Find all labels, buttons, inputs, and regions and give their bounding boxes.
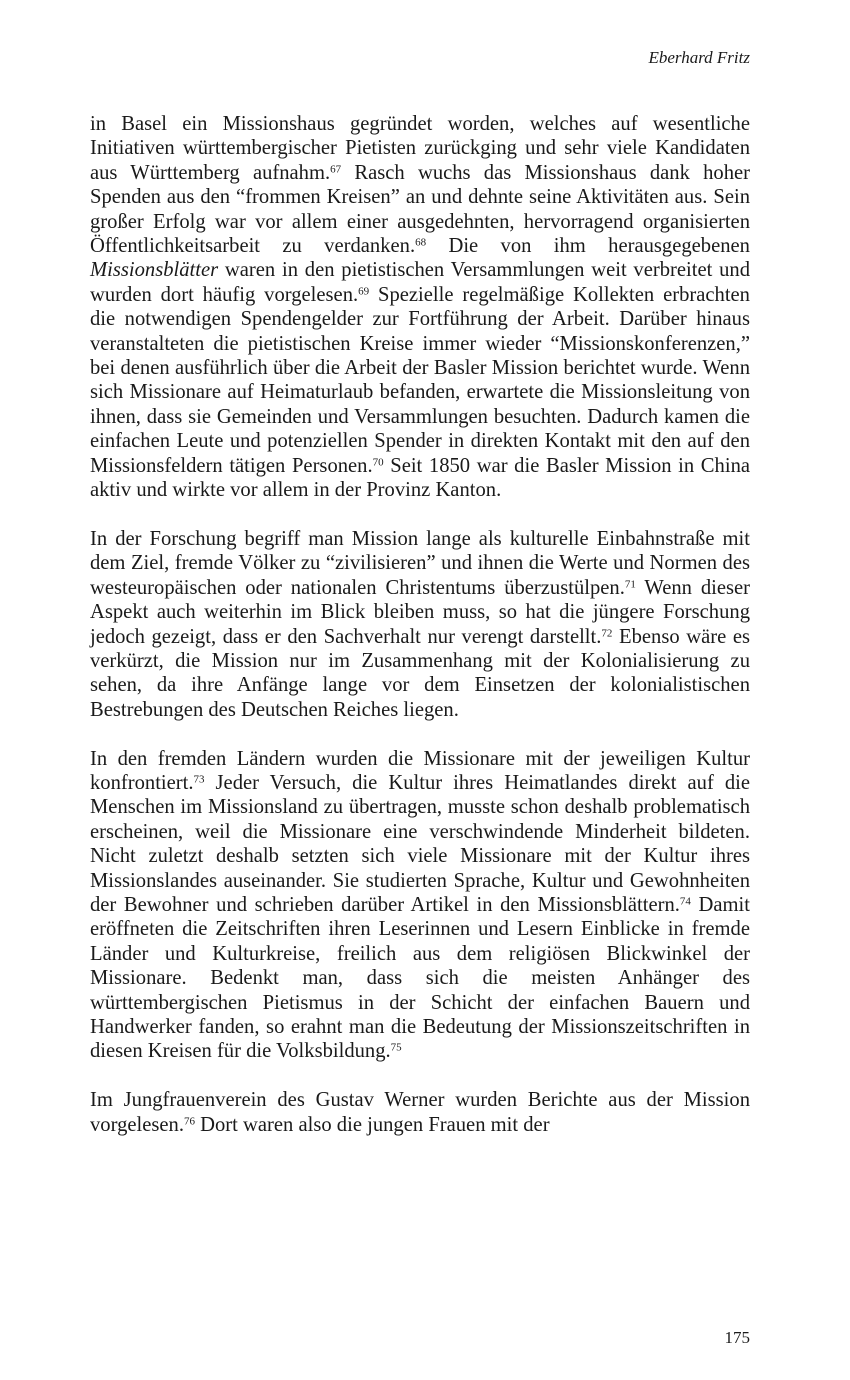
footnote-reference: 70 (372, 456, 384, 469)
text-run: Rasch wuchs das Missionshaus dank hoher Spenden aus den “frommen Kreisen” an und dehnte seine Aktivitäten aus. Sein großer Erfolg war vor allem einer ausgedehnten, hervorragend organisierten Öffentlichkeitsarbeit zu verdanken. (90, 161, 750, 258)
footnote-reference: 76 (183, 1115, 195, 1128)
text-run: In der Forschung begriff man Mission lange als kulturelle Einbahnstraße mit dem Ziel, fremde Völker zu “zivilisieren” und ihnen die Werte und Normen des westeuropäischen oder nationalen Christentums überzustülpen. (90, 527, 750, 599)
body-text (90, 112, 750, 1161)
italic-title: Missionsblätter (90, 259, 219, 282)
text-run: Damit eröffneten die Zeitschriften ihren Leserinnen und Lesern Einblicke in fremde Länder und Kulturkreise, freilich aus dem religiösen Blickwinkel der Missionare. Bedenkt man, dass sich die meisten Anhänger des württembergischen Pietismus in der Schicht der einfachen Bauern und Handwerker fanden, so erahnt man die Bedeutung der Missionszeitschriften in diesen Kreisen für die Volksbildung. (90, 893, 750, 1063)
paragraph (90, 527, 750, 722)
text-run: Ebenso wäre es verkürzt, die Mission nur im Zusammenhang mit der Kolonialisierung zu sehen, da ihre Anfänge lange vor dem Einsetzen der kolonialistischen Bestrebungen des Deutschen Reiches liegen. (90, 625, 750, 721)
footnote-reference: 71 (624, 578, 636, 591)
paragraph (90, 1088, 750, 1137)
text-run: waren in den pietistischen Versammlungen weit verbreitet und wurden dort häufig vorgelesen. (90, 259, 750, 306)
footnote-reference: 69 (358, 285, 370, 298)
text-run: In den fremden Ländern wurden die Missionare mit der jeweiligen Kultur konfrontiert. (90, 747, 750, 794)
footnote-reference: 75 (390, 1041, 402, 1054)
text-run: Spezielle regelmäßige Kollekten erbrachten die notwendigen Spendengelder zur Fortführung der Arbeit. Darüber hinaus veranstalteten die pietistischen Kreise immer wieder “Missionskonferenzen,” bei denen ausführlich über die Arbeit der Basler Mission berichtet wurde. Wenn sich Missionare auf Heimaturlaub befanden, erwartete die Missionsleitung von ihnen, dass sie Gemeinden und Versammlungen besuchten. Dadurch kamen die einfachen Leute und potenziellen Spender in direkten Kontakt mit den auf den Missionsfeldern tätigen Personen. (90, 283, 750, 477)
text-run: Die von ihm herausgegebenen (426, 235, 750, 258)
footnote-reference: 68 (415, 236, 427, 249)
footnote-reference: 67 (330, 163, 342, 176)
paragraph (90, 112, 750, 503)
text-run: Wenn dieser Aspekt auch weiterhin im Blick bleiben muss, so hat die jüngere Forschung jedoch gezeigt, dass er den Sachverhalt nur verengt darstellt. (90, 576, 750, 648)
text-run: Im Jungfrauenverein des Gustav Werner wurden Berichte aus der Mission vorgelesen. (90, 1089, 750, 1136)
text-run: in Basel ein Missionshaus gegründet worden, welches auf wesentliche Initiativen württembergischer Pietisten zurückging und sehr viele Kandidaten aus Württemberg aufnahm. (90, 113, 750, 184)
running-head: Eberhard Fritz (648, 48, 750, 67)
footnote-reference: 74 (679, 895, 691, 908)
footnote-reference: 73 (193, 773, 205, 786)
paragraph (90, 747, 750, 1064)
page-number: 175 (724, 1328, 750, 1347)
footnote-reference: 72 (601, 626, 613, 639)
text-run: Dort waren also die jungen Frauen mit der (194, 1113, 550, 1136)
text-run: Jeder Versuch, die Kultur ihres Heimatlandes direkt auf die Menschen im Missionsland zu übertragen, musste schon deshalb problematisch erscheinen, weil die Missionare eine verschwindende Minderheit bildeten. Nicht zuletzt deshalb setzten sich viele Missionare mit der Kultur ihres Missionslandes auseinander. Sie studierten Sprache, Kultur und Gewohnheiten der Bewohner und schrieben darüber Artikel in den Missionsblättern. (90, 771, 750, 916)
text-run: Seit 1850 war die Basler Mission in China aktiv und wirkte vor allem in der Provinz Kanton. (90, 454, 751, 502)
